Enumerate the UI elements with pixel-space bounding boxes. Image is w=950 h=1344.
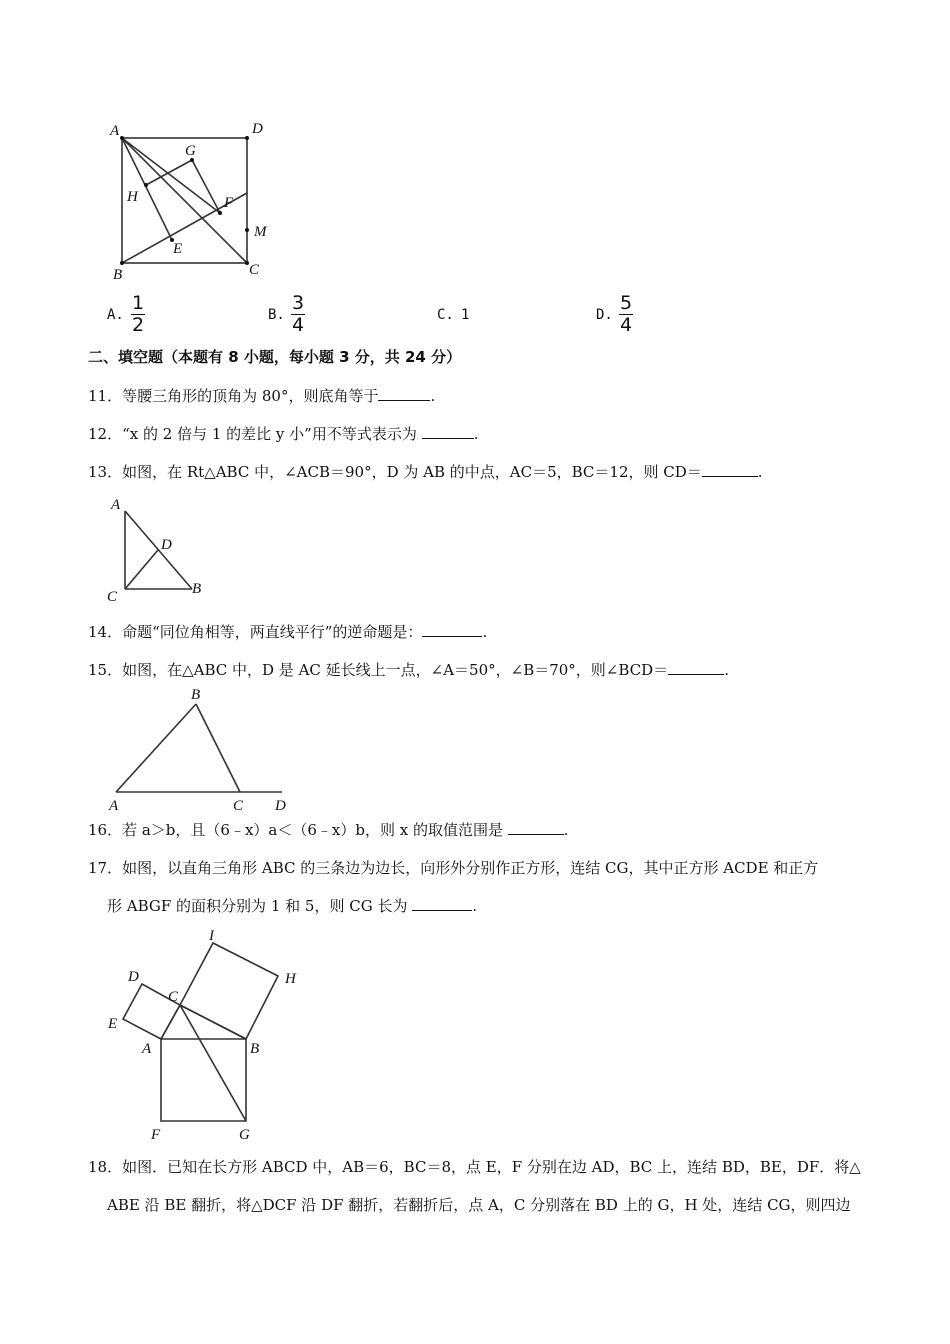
- question-16: [88, 820, 569, 840]
- option-d-letter: D.: [596, 307, 613, 323]
- option-d-numerator: 5: [620, 292, 633, 314]
- question-15-text: 15．如图，在△ABC 中，D 是 AC 延长线上一点，∠A＝50°，∠B＝70°，则∠BCD＝: [88, 661, 669, 679]
- label-c: C: [233, 798, 244, 812]
- label-g: G: [239, 1127, 250, 1143]
- label-m: M: [254, 224, 267, 240]
- label-a: A: [110, 123, 120, 139]
- answer-blank: [378, 386, 430, 401]
- label-h: H: [127, 189, 138, 205]
- question-14: [88, 622, 487, 642]
- option-b-denominator: 4: [292, 314, 305, 336]
- question-15: [88, 660, 729, 680]
- label-a: A: [142, 1041, 152, 1057]
- option-d-denominator: 4: [620, 314, 633, 336]
- label-b: B: [250, 1041, 260, 1057]
- question-12: [88, 424, 478, 444]
- label-f: F: [224, 195, 234, 211]
- label-f: F: [151, 1127, 161, 1143]
- q13-figure: [100, 493, 220, 608]
- question-18-line-2: ABE 沿 BE 翻折，将△DCF 沿 DF 翻折，若翻折后，点 A，C 分别落在 BD 上的 G，H 处，连结 CG，则四边: [107, 1196, 851, 1214]
- question-13: [88, 462, 763, 482]
- question-14-end: .: [482, 623, 488, 641]
- label-g: G: [185, 143, 196, 159]
- label-b: B: [191, 687, 201, 703]
- option-a-numerator: 1: [132, 292, 145, 314]
- option-b-numerator: 3: [292, 292, 305, 314]
- q17-figure: [100, 925, 310, 1147]
- option-b-letter: B.: [268, 307, 285, 323]
- question-14-text: 14．命题“同位角相等，两直线平行”的逆命题是：: [88, 623, 423, 641]
- question-17-text: 形 ABGF 的面积分别为 1 和 5，则 CG 长为: [107, 897, 408, 915]
- option-a-denominator: 2: [132, 314, 145, 336]
- label-e: E: [173, 241, 183, 257]
- question-13-end: .: [757, 463, 763, 481]
- answer-blank: [508, 820, 564, 835]
- option-c-value: 1: [461, 307, 470, 323]
- label-d: D: [275, 798, 286, 812]
- question-18-line-1: 18．如图．已知在长方形 ABCD 中，AB＝6，BC＝8，点 E，F 分别在边 AD，BC 上，连结 BD，BE，DF．将△: [88, 1158, 861, 1176]
- question-15-end: .: [724, 661, 729, 679]
- answer-blank: [422, 424, 474, 439]
- answer-blank: [668, 660, 724, 675]
- label-b: B: [113, 267, 123, 283]
- label-e: E: [108, 1016, 118, 1032]
- question-11: [88, 386, 435, 406]
- question-17-line-1: 17．如图，以直角三角形 ABC 的三条边为边长，向形外分别作正方形，连结 CG，其中正方形 ACDE 和正方: [88, 859, 819, 877]
- label-c: C: [249, 262, 260, 278]
- option-d-fraction: [619, 293, 633, 336]
- label-a: A: [109, 798, 119, 812]
- q10-figure: [100, 115, 290, 285]
- answer-blank: [702, 462, 758, 477]
- question-17-end: .: [472, 897, 478, 915]
- question-13-text: 13．如图，在 Rt△ABC 中，∠ACB＝90°，D 为 AB 的中点，AC＝5，BC＝12，则 CD＝: [88, 463, 702, 481]
- q15-figure: [100, 682, 300, 812]
- label-i: I: [209, 928, 214, 944]
- option-a-letter: A.: [107, 307, 124, 323]
- label-d: D: [161, 537, 172, 553]
- label-d: D: [252, 121, 263, 137]
- answer-blank: [422, 622, 482, 637]
- answer-blank: [412, 896, 472, 911]
- question-17-line-2: [107, 896, 477, 916]
- label-h: H: [285, 971, 296, 987]
- label-b: B: [192, 581, 202, 597]
- option-c-letter: C.: [437, 307, 454, 323]
- question-12-end: .: [473, 425, 479, 443]
- question-16-end: .: [563, 821, 569, 839]
- question-11-end: .: [430, 387, 436, 405]
- label-c: C: [107, 589, 118, 605]
- question-16-text: 16．若 a＞b，且（6﹣x）a＜（6﹣x）b，则 x 的取值范围是: [88, 821, 503, 839]
- question-11-text: 11．等腰三角形的顶角为 80°，则底角等于: [88, 387, 379, 405]
- question-12-text: 12．“x 的 2 倍与 1 的差比 y 小”用不等式表示为: [88, 425, 417, 443]
- section-heading: 二、填空题（本题有 8 小题，每小题 3 分，共 24 分）: [88, 348, 462, 366]
- option-a-fraction: [131, 293, 145, 336]
- option-b-fraction: [291, 293, 305, 336]
- label-d: D: [128, 969, 139, 985]
- label-a: A: [111, 497, 121, 513]
- label-c: C: [168, 989, 179, 1005]
